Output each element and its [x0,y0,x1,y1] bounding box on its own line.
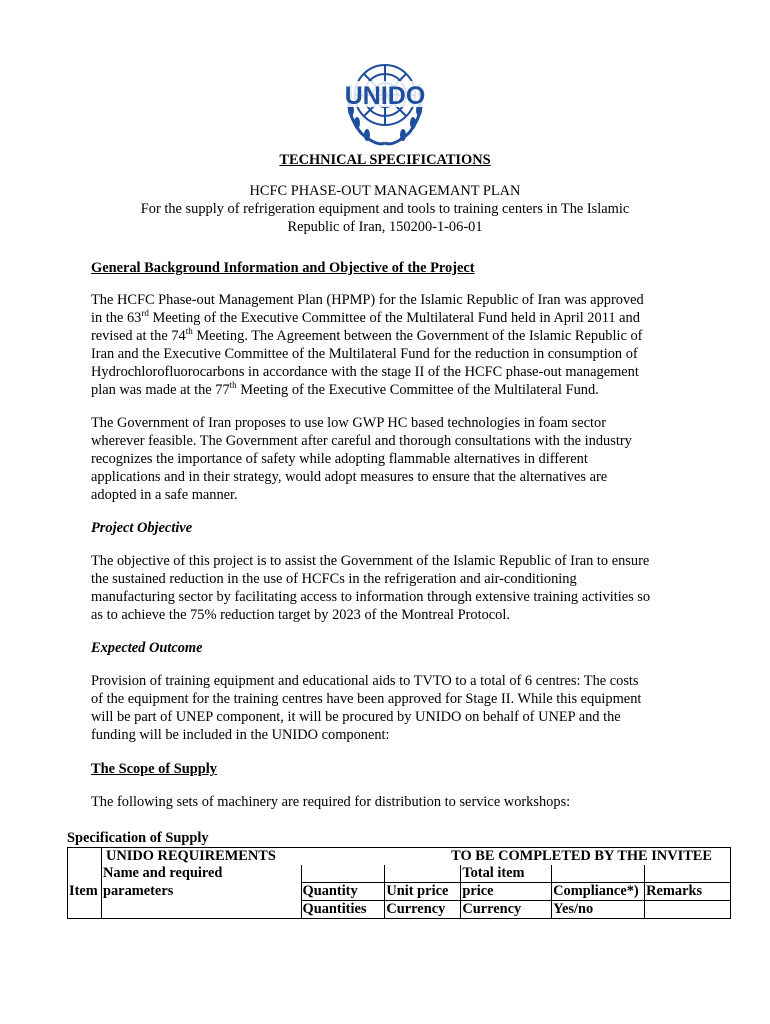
text-line: of the equipment for the training centres have been approved for Stage II. While this equipment [91,691,642,707]
table-header-row [68,901,731,919]
spec-table [67,847,731,919]
col-total-currency: Currency [461,901,552,919]
table-group-row [68,848,731,866]
spec-title: Specification of Supply [67,830,209,846]
table-cell [101,901,301,919]
table-cell [645,865,731,883]
text-line: plan was made at the 77th Meeting of the Executive Committee of the Multilateral Fund. [91,380,599,398]
objective-heading: Project Objective [91,520,193,536]
text-line: manufacturing sector by facilitating access to information through extensive training activities so [91,589,651,605]
text-line: as to achieve the 75% reduction target by 2023 of the Montreal Protocol. [91,607,510,623]
text-line: adopted in a safe manner. [91,487,238,503]
text-line: The following sets of machinery are required for distribution to service workshops: [91,794,571,810]
background-paragraph-1 [91,291,691,399]
background-paragraph-2 [91,414,691,504]
text-line: the sustained reduction in the use of HCFCs in the refrigeration and air-conditioning [91,571,577,587]
text-line: Provision of training equipment and educational aids to TVTO to a total of 6 centres: The costs [91,673,639,689]
col-item: Item [68,883,102,901]
outcome-paragraph [91,672,691,744]
objective-heading-block [91,520,691,537]
group-header-unido: UNIDO REQUIREMENTS [101,848,384,866]
table-cell [68,848,102,866]
table-cell [68,865,102,883]
col-name-line1: Name and required [102,865,223,881]
background-heading-block [91,260,691,277]
text-line: will be part of UNEP component, it will be procured by UNIDO on behalf of UNEP and the [91,709,621,725]
col-name-line2: parameters [101,883,301,901]
subtitle-line: For the supply of refrigeration equipment and tools to training centers in The Islamic [140,201,630,217]
col-total-line2: price [461,883,552,901]
unido-logo [337,55,433,151]
text-line: Iran and the Executive Committee of the Multilateral Fund for the reduction in consumption of [91,346,638,362]
col-currency: Currency [385,901,461,919]
text-line: in the 63rd Meeting of the Executive Committee of the Multilateral Fund held in April 2011 and [91,308,640,326]
text-line: funding will be included in the UNIDO component: [91,727,390,743]
logo-text: UNIDO [344,82,426,110]
col-compliance: Compliance*) [552,883,645,901]
text-line: The Government of Iran proposes to use low GWP HC based technologies in foam sector [91,415,607,431]
outcome-heading: Expected Outcome [91,640,203,656]
table-cell [461,865,552,883]
table-header-row [68,883,731,901]
table-cell [301,865,385,883]
table-cell [68,901,102,919]
text-line: The HCFC Phase-out Management Plan (HPMP) for the Islamic Republic of Iran was approved [91,292,644,308]
text-line: revised at the 74th Meeting. The Agreement between the Government of the Islamic Republic of [91,326,643,344]
scope-heading: The Scope of Supply [91,761,217,777]
text-line: Hydrochlorofluorocarbons in accordance with the stage II of the HCFC phase-out management [91,364,639,380]
document-title: TECHNICAL SPECIFICATIONS [279,152,491,168]
text-line: applications and in their strategy, would adopt measures to ensure that the alternatives are [91,469,608,485]
subtitle [130,182,640,236]
background-heading: General Background Information and Objective of the Project [91,260,475,276]
scope-paragraph [91,793,691,811]
text-line: recognizes the importance of safety while adopting flammable alternatives in different [91,451,588,467]
col-quantities: Quantities [301,901,385,919]
objective-paragraph [91,552,691,624]
col-quantity: Quantity [301,883,385,901]
col-total-line1: Total item [462,865,525,881]
table-cell [645,901,731,919]
table-cell [101,865,301,883]
col-yes-no: Yes/no [552,901,645,919]
scope-heading-block [91,761,691,778]
col-unit-price: Unit price [385,883,461,901]
text-line: wherever feasible. The Government after careful and thorough consultations with the industry [91,433,632,449]
subtitle-line: HCFC PHASE-OUT MANAGEMANT PLAN [249,183,521,199]
table-header-row [68,865,731,883]
subtitle-line: Republic of Iran, 150200-1-06-01 [287,219,483,235]
col-remarks: Remarks [645,883,731,901]
outcome-heading-block [91,640,691,657]
group-header-invitee: TO BE COMPLETED BY THE INVITEE [385,848,731,866]
table-cell [552,865,645,883]
table-cell [385,865,461,883]
text-line: The objective of this project is to assist the Government of the Islamic Republic of Iran to ensure [91,553,650,569]
